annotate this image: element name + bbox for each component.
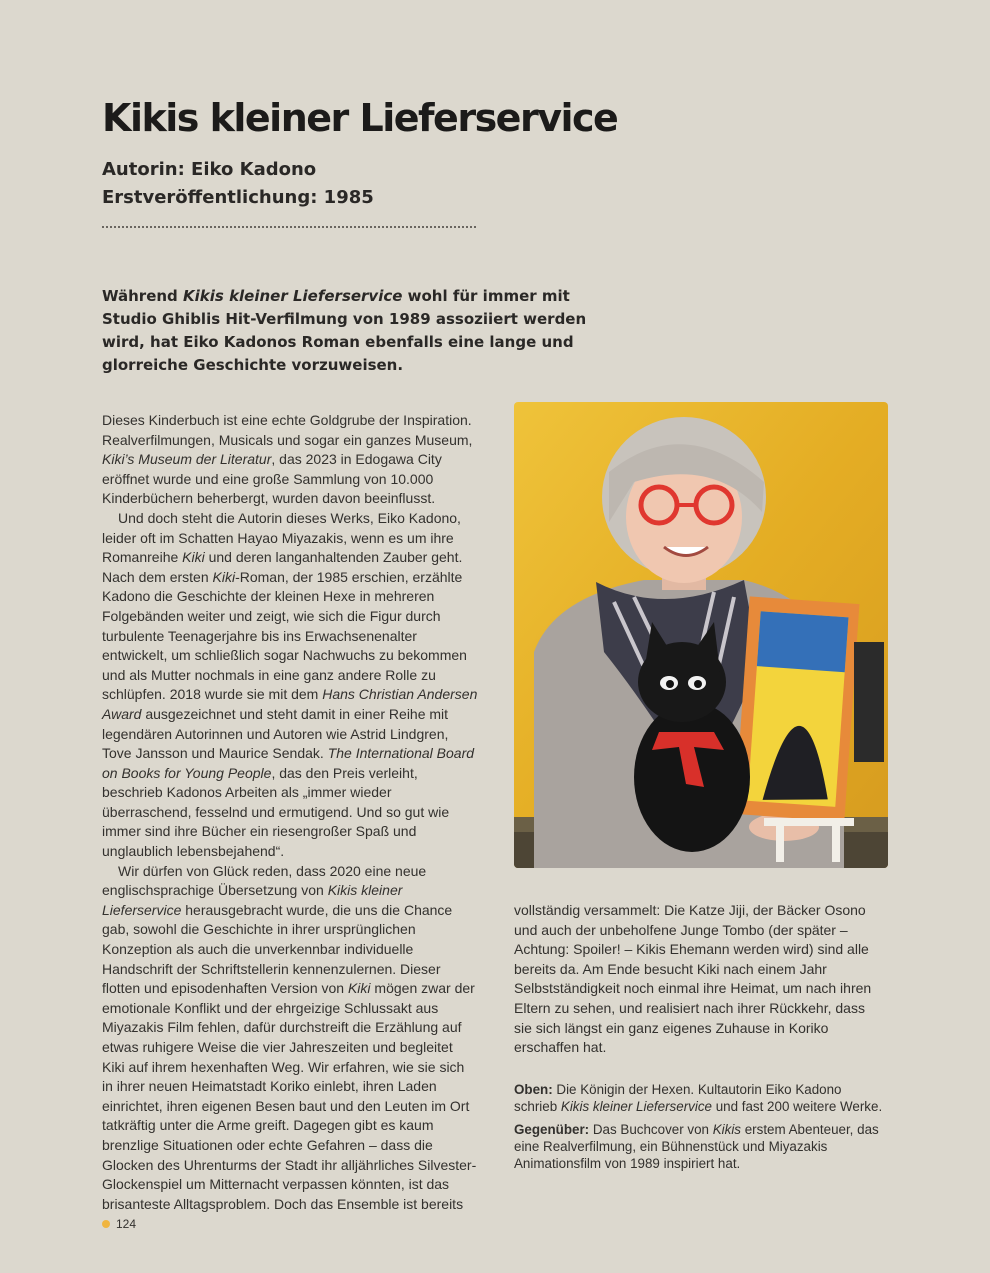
body-paragraph-1: Dieses Kinderbuch ist eine echte Goldgrube der Inspiration. Realverfilmungen, Musicals und sogar ein ganzes Museum, Kiki’s Museum der Literatur, das 2023 in Edogawa City eröffnet wurde und eine große Sammlung von 10.000 Kinderbüchern beherbergt, wurden davon beeinflusst.	[102, 412, 473, 507]
photo-caption	[514, 1081, 888, 1178]
dotted-divider	[102, 226, 476, 228]
body-paragraph-3: Wir dürfen von Glück reden, dass 2020 eine neue englischsprachige Übersetzung von Kikis kleiner Lieferservice herausgebracht wurde, die uns die Chance gab, sowohl die Geschichte in ihrer ursprünglichen Konzeption als auch die unverkennbar individuelle Handschrift der Schriftstellerin kennenzulernen. Dieser flotten und episodenhaften Version von Kiki mögen zwar der emotionale Konflikt und der ehrgeizige Schlussakt aus Miyazakis Film fehlen, dafür durchstreift die Erzählung auf etwas ruhigere Weise die vier Jahreszeiten und begleitet Kiki auf ihrem hexenhaften Weg. Wir erfahren, wie sie sich in ihrer neuen Heimatstadt Koriko einlebt, ihren Laden einrichtet, ihren eigenen Besen baut und den Leuten im Ort tatkräftig unter die Arme greift. Dagegen gibt es kaum brenzlige Situationen oder echte Gefahren – dass die Glocken des Uhrenturms der Stadt ihr alljährliches Silvester-Glockenspiel um Mitternacht verpassen könnten, ist das brisanteste Alltagsproblem. Doch das Ensemble ist bereits	[102, 862, 477, 1212]
body-paragraph-2: Und doch steht die Autorin dieses Werks, Eiko Kadono, leider oft im Schatten Hayao Miyazakis, wenn es um ihre Romanreihe Kiki und deren langanhaltenden Zauber geht. Nach dem ersten Kiki-Roman, der 1985 erschien, erzählte Kadono die Geschichte der kleinen Hexe in mehreren Folgebänden weiter und zeigt, wie sich die Figur durch turbulente Teenagerjahre bis ins Erwachsenenalter entwickelt, um schließlich sogar Nachwuchs zu bekommen und als Mutter nochmals in eine ganz andere Rolle zu schlüpfen. 2018 wurde sie mit dem Hans Christian Andersen Award ausgezeichnet und steht damit in einer Reihe mit legendären Autorinnen und Autoren wie Astrid Lindgren, Tove Jansson und Maurice Sendak. The International Board on Books for Young People, das den Preis verleiht, beschrieb Kadonos Arbeiten als „immer wieder überraschend, fesselnd und ermutigend. Und so gut wie immer sind ihre Bücher ein riesengroßer Spaß und unglaublich lebensbejahend“.	[102, 509, 478, 860]
lead-text: Während	[102, 287, 184, 305]
body-column-left	[102, 411, 478, 1214]
published-line: Erstveröffentlichung: 1985	[102, 187, 374, 208]
article-title: Kikis kleiner Lieferservice	[102, 96, 618, 140]
author-line: Autorin: Eiko Kadono	[102, 159, 317, 180]
lead-book-title: Kikis kleiner Lieferservice	[183, 287, 403, 305]
body-column-right	[514, 901, 886, 1058]
lead-paragraph	[102, 285, 622, 377]
page-number: 124	[116, 1217, 137, 1231]
article-meta	[102, 156, 374, 212]
page-dot-icon	[102, 1220, 110, 1228]
author-photo	[514, 402, 888, 868]
body-paragraph-continued: vollständig versammelt: Die Katze Jiji, der Bäcker Osono und auch der unbeholfene Junge Tombo (der später – Achtung: Spoiler! – Kikis Ehemann werden wird) sind alle bereits da. Am Ende besucht Kiki nach einem Jahr Selbstständigkeit noch einmal ihre Heimat, um nach ihren Eltern zu sehen, und realisiert nach ihrer Rückkehr, dass sie sich längst ein ganz eigenes Zuhause in Koriko erschaffen hat.	[514, 902, 872, 1056]
caption-opposite: Gegenüber: Das Buchcover von Kikis erstem Abenteuer, das eine Realverfilmung, ein Bühnenstück und Miyazakis Animationsfilm von 1989 inspiriert hat.	[514, 1122, 879, 1171]
caption-top: Oben: Die Königin der Hexen. Kultautorin Eiko Kadono schrieb Kikis kleiner Lieferservice und fast 200 weitere Werke.	[514, 1082, 883, 1114]
lead-text-end: wohl für immer mit Studio Ghiblis Hit-Verfilmung von 1989 assoziiert werden wird, hat Eiko Kadonos Roman ebenfalls eine lange und glorreiche Geschichte vorzuweisen.	[102, 287, 587, 374]
page-footer	[102, 1217, 136, 1231]
